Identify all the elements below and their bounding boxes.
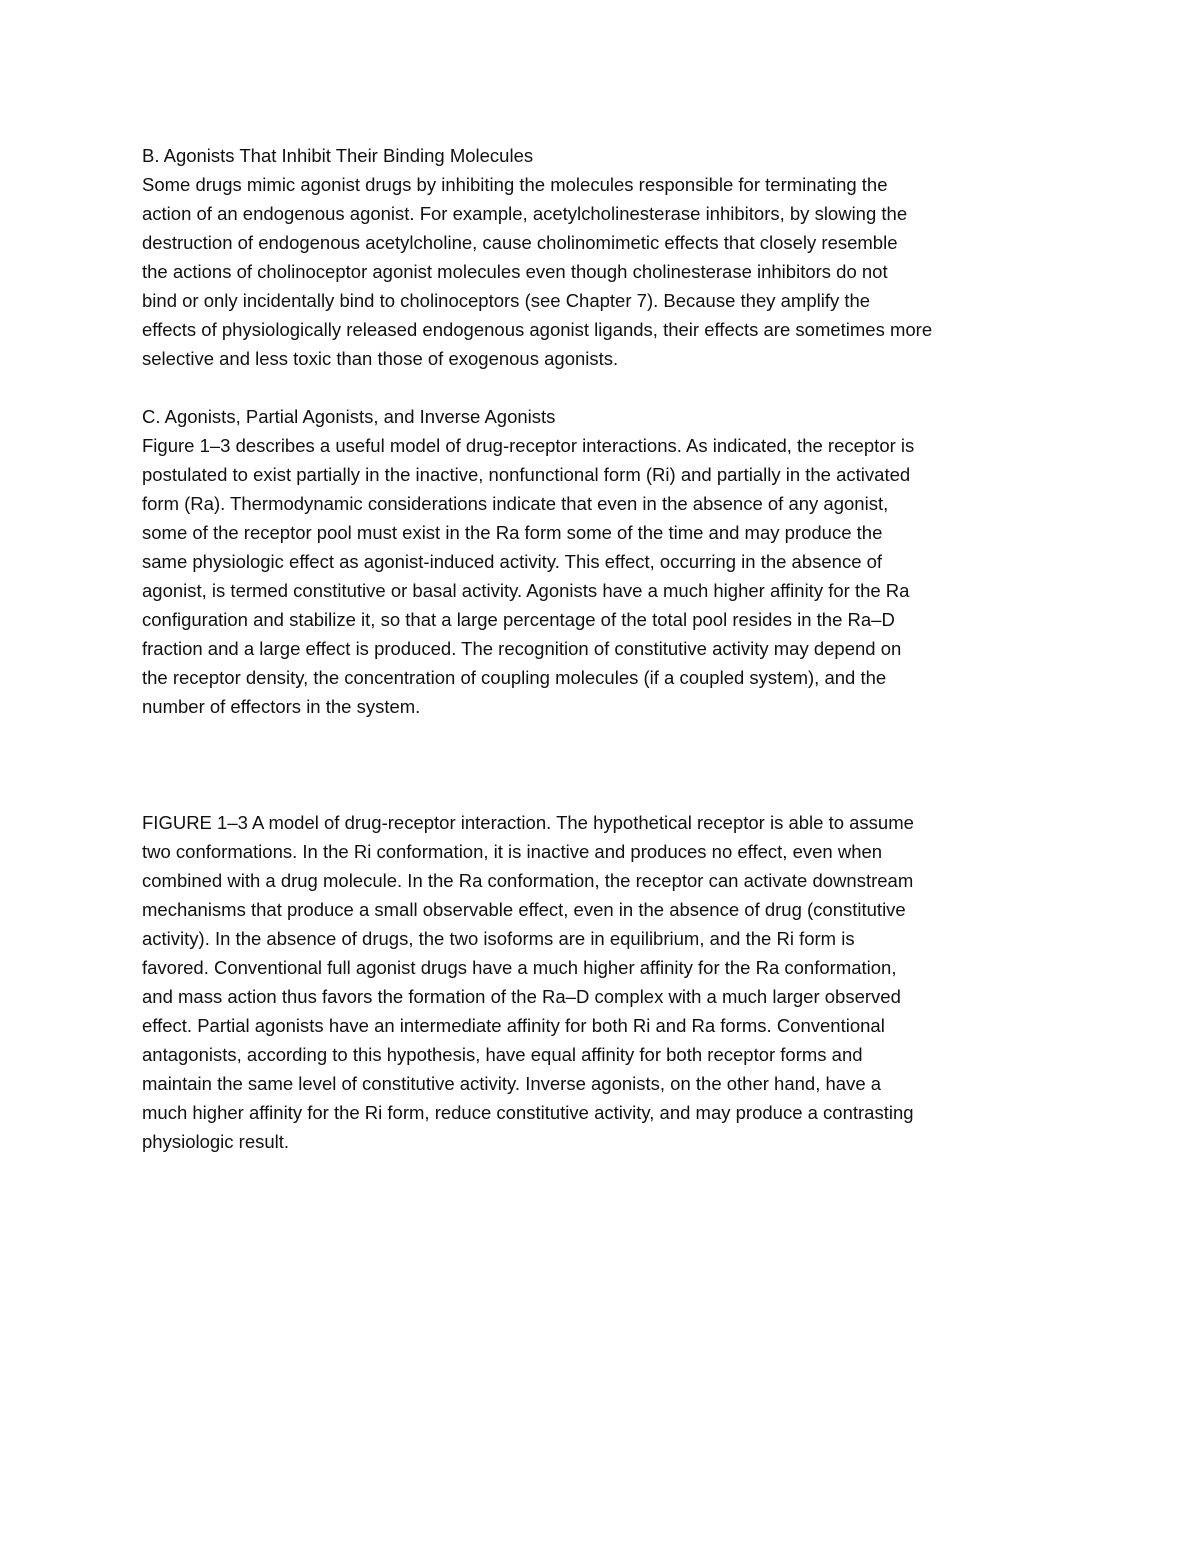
figure-caption-line: FIGURE 1–3 A model of drug-receptor interaction. The hypothetical receptor is able to assume xyxy=(142,812,914,833)
section-c-line: the receptor density, the concentration of coupling molecules (if a coupled system), and the xyxy=(142,667,887,688)
section-c-line: number of effectors in the system. xyxy=(142,696,421,717)
document-body xyxy=(142,141,1060,1156)
figure-caption-line: physiologic result. xyxy=(142,1131,290,1152)
figure-spacer xyxy=(142,721,1060,808)
section-c-line: agonist, is termed constitutive or basal activity. Agonists have a much higher affinity for the Ra xyxy=(142,580,910,601)
section-b-line: destruction of endogenous acetylcholine, cause cholinomimetic effects that closely resemble xyxy=(142,232,898,253)
figure-caption xyxy=(142,808,1060,1156)
paragraph-spacer xyxy=(142,373,1060,402)
section-c xyxy=(142,402,1060,721)
figure-caption-line: favored. Conventional full agonist drugs have a much higher affinity for the Ra conformation, xyxy=(142,957,897,978)
section-b-line: Some drugs mimic agonist drugs by inhibiting the molecules responsible for terminating the xyxy=(142,174,888,195)
section-c-line: fraction and a large effect is produced. The recognition of constitutive activity may depend on xyxy=(142,638,902,659)
figure-caption-line: maintain the same level of constitutive activity. Inverse agonists, on the other hand, have a xyxy=(142,1073,882,1094)
section-c-line: some of the receptor pool must exist in the Ra form some of the time and may produce the xyxy=(142,522,883,543)
figure-caption-line: combined with a drug molecule. In the Ra conformation, the receptor can activate downstream xyxy=(142,870,914,891)
section-c-line: configuration and stabilize it, so that a large percentage of the total pool resides in the Ra–D xyxy=(142,609,895,630)
section-c-heading: C. Agonists, Partial Agonists, and Inverse Agonists xyxy=(142,406,556,427)
figure-caption-line: mechanisms that produce a small observable effect, even in the absence of drug (constitutive xyxy=(142,899,906,920)
figure-caption-line: two conformations. In the Ri conformation, it is inactive and produces no effect, even when xyxy=(142,841,883,862)
figure-caption-line: antagonists, according to this hypothesis, have equal affinity for both receptor forms and xyxy=(142,1044,863,1065)
section-c-line: same physiologic effect as agonist-induced activity. This effect, occurring in the absence of xyxy=(142,551,883,572)
section-b-line: action of an endogenous agonist. For example, acetylcholinesterase inhibitors, by slowing the xyxy=(142,203,908,224)
section-c-line: Figure 1–3 describes a useful model of drug-receptor interactions. As indicated, the receptor is xyxy=(142,435,915,456)
section-b xyxy=(142,141,1060,373)
section-b-line: the actions of cholinoceptor agonist molecules even though cholinesterase inhibitors do not xyxy=(142,261,888,282)
section-b-heading: B. Agonists That Inhibit Their Binding Molecules xyxy=(142,145,534,166)
figure-caption-line: activity). In the absence of drugs, the two isoforms are in equilibrium, and the Ri form is xyxy=(142,928,855,949)
figure-caption-line: and mass action thus favors the formation of the Ra–D complex with a much larger observed xyxy=(142,986,901,1007)
section-b-line: effects of physiologically released endogenous agonist ligands, their effects are sometimes more xyxy=(142,319,933,340)
figure-caption-line: effect. Partial agonists have an intermediate affinity for both Ri and Ra forms. Conventional xyxy=(142,1015,885,1036)
section-c-line: postulated to exist partially in the inactive, nonfunctional form (Ri) and partially in the activated xyxy=(142,464,911,485)
figure-caption-line: much higher affinity for the Ri form, reduce constitutive activity, and may produce a contrasting xyxy=(142,1102,914,1123)
section-b-line: bind or only incidentally bind to cholinoceptors (see Chapter 7). Because they amplify the xyxy=(142,290,871,311)
section-c-line: form (Ra). Thermodynamic considerations indicate that even in the absence of any agonist, xyxy=(142,493,889,514)
section-b-line: selective and less toxic than those of exogenous agonists. xyxy=(142,348,619,369)
